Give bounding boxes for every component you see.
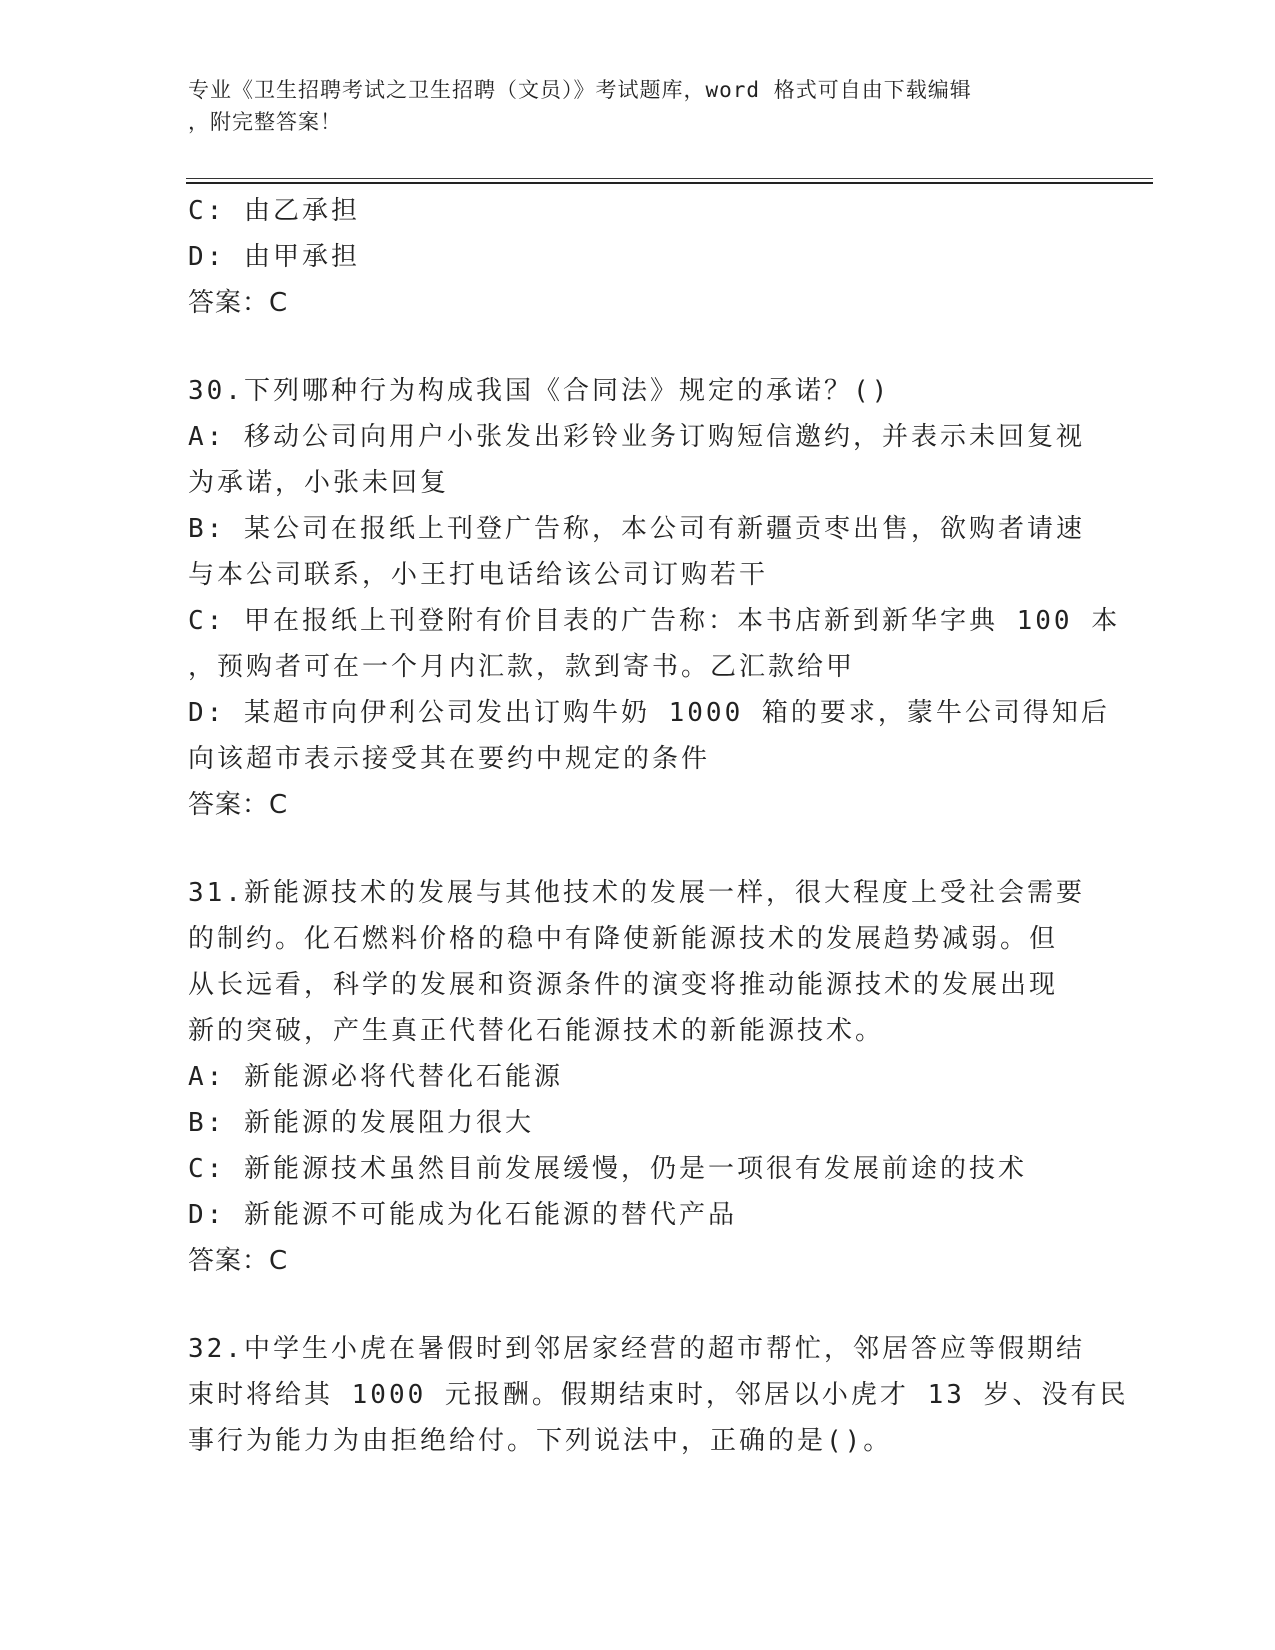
option-c-continued: ，预购者可在一个月内汇款，款到寄书。乙汇款给甲: [188, 652, 856, 682]
header-divider-thick: [186, 182, 1153, 184]
question-stem-continued: 从长远看，科学的发展和资源条件的演变将推动能源技术的发展出现: [188, 970, 1059, 1000]
document-body: [188, 188, 1129, 1464]
option-d: D: 新能源不可能成为化石能源的替代产品: [188, 1200, 737, 1230]
header-divider-thin: [186, 178, 1153, 179]
question-30: [188, 368, 1121, 828]
answer-line: 答案：C: [188, 1246, 289, 1276]
option-b-continued: 与本公司联系，小王打电话给该公司订购若干: [188, 560, 769, 590]
option-a-continued: 为承诺，小张未回复: [188, 468, 450, 498]
option-c: C: 甲在报纸上刊登附有价目表的广告称：本书店新到新华字典 100 本: [188, 606, 1121, 636]
question-stem-continued: 束时将给其 1000 元报酬。假期结束时，邻居以小虎才 13 岁、没有民: [188, 1380, 1129, 1410]
option-d-continued: 向该超市表示接受其在要约中规定的条件: [188, 744, 711, 774]
header-title-line1: 专业《卫生招聘考试之卫生招聘（文员）》考试题库，word 格式可自由下载编辑: [188, 78, 972, 102]
answer-line: 答案：C: [188, 288, 289, 318]
option-d: D: 某超市向伊利公司发出订购牛奶 1000 箱的要求，蒙牛公司得知后: [188, 698, 1110, 728]
spacer: [188, 326, 1088, 368]
page-header: [188, 74, 1068, 138]
question-stem-continued: 的制约。化石燃料价格的稳中有降使新能源技术的发展趋势减弱。但: [188, 924, 1059, 954]
question-stem: 30.下列哪种行为构成我国《合同法》规定的承诺？(): [188, 376, 891, 406]
option-d: D: 由甲承担: [188, 242, 360, 272]
question-31: [188, 870, 1088, 1284]
question-stem: 31.新能源技术的发展与其他技术的发展一样，很大程度上受社会需要: [188, 878, 1085, 908]
question-29-continued: [188, 188, 1088, 326]
spacer: [188, 828, 1088, 870]
option-a: A: 新能源必将代替化石能源: [188, 1062, 563, 1092]
spacer: [188, 1284, 1088, 1326]
option-b: B: 某公司在报纸上刊登广告称，本公司有新疆贡枣出售，欲购者请速: [188, 514, 1085, 544]
option-c: C: 新能源技术虽然目前发展缓慢，仍是一项很有发展前途的技术: [188, 1154, 1027, 1184]
question-stem-continued: 事行为能力为由拒绝给付。下列说法中，正确的是()。: [188, 1426, 893, 1456]
option-c: C: 由乙承担: [188, 196, 360, 226]
option-a: A: 移动公司向用户小张发出彩铃业务订购短信邀约，并表示未回复视: [188, 422, 1085, 452]
question-stem: 32.中学生小虎在暑假时到邻居家经营的超市帮忙，邻居答应等假期结: [188, 1334, 1085, 1364]
option-b: B: 新能源的发展阻力很大: [188, 1108, 534, 1138]
question-stem-continued: 新的突破，产生真正代替化石能源技术的新能源技术。: [188, 1016, 885, 1046]
header-title-line2: ，附完整答案！: [188, 110, 342, 134]
question-32: [188, 1326, 1129, 1464]
answer-line: 答案：C: [188, 790, 289, 820]
